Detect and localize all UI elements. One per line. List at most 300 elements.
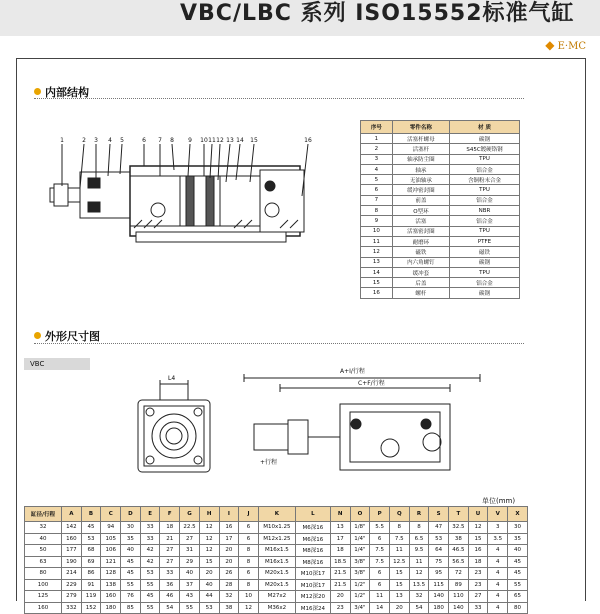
callout-12: 12: [216, 137, 224, 144]
dims-header-cell: U: [468, 507, 488, 522]
dims-cell: M20x1.5: [258, 568, 295, 580]
parts-cell: 碳钢: [450, 257, 520, 267]
parts-cell: 无油轴承: [392, 175, 449, 185]
dims-cell: 23: [468, 568, 488, 580]
section-divider: [34, 98, 524, 99]
brand-logo: [545, 38, 586, 52]
dims-cell: 40: [121, 545, 141, 557]
parts-table-body: [361, 134, 520, 299]
parts-cell: 16: [361, 288, 393, 298]
dims-header-cell: T: [449, 507, 469, 522]
dims-cell: 12: [199, 522, 219, 534]
dims-cell: 13: [389, 591, 409, 603]
dims-cell: 17: [330, 533, 350, 545]
parts-row: [361, 226, 520, 236]
parts-row: [361, 175, 520, 185]
parts-cell: TPU: [450, 185, 520, 195]
dims-cell: 4: [488, 545, 508, 557]
dims-cell: 33: [160, 568, 180, 580]
dims-row: [25, 522, 528, 534]
parts-cell: 后盖: [392, 278, 449, 288]
parts-cell: 铝合金: [450, 278, 520, 288]
dims-cell: 8: [239, 556, 259, 568]
dims-cell: 12.5: [389, 556, 409, 568]
dims-cell: 4: [488, 568, 508, 580]
dims-cell: 47: [429, 522, 449, 534]
dims-row: [25, 556, 528, 568]
parts-cell: 前盖: [392, 195, 449, 205]
parts-cell: 磁铁: [392, 247, 449, 257]
dims-cell: M16深24: [295, 602, 330, 614]
dims-header-cell: I: [219, 507, 239, 522]
parts-cell: 活塞杆螺母: [392, 134, 449, 144]
callout-14: 14: [236, 137, 244, 144]
dims-header-cell: K: [258, 507, 295, 522]
dims-cell: 29: [180, 556, 200, 568]
dims-cell: 20: [389, 602, 409, 614]
dims-cell: 45: [140, 591, 160, 603]
dims-header-cell: O: [350, 507, 370, 522]
dims-header-cell: P: [370, 507, 390, 522]
front-view-drawing: [130, 370, 220, 480]
dims-cell: 20: [330, 591, 350, 603]
section-external-dimensions: [34, 328, 100, 344]
dims-cell: 15: [468, 533, 488, 545]
header-bar: [0, 0, 600, 36]
callout-4: 4: [108, 137, 112, 144]
dims-cell: 22.5: [180, 522, 200, 534]
dims-cell: 180: [429, 602, 449, 614]
dims-cell: 3/8": [350, 568, 370, 580]
dims-cell: 105: [101, 533, 121, 545]
dims-cell: 214: [62, 568, 82, 580]
dims-cell: 26: [219, 568, 239, 580]
dims-cell: 76: [121, 591, 141, 603]
model-tag: VBC: [24, 358, 90, 370]
dims-cell: 4: [488, 591, 508, 603]
dims-cell: 33: [140, 533, 160, 545]
dims-cell: 6: [370, 568, 390, 580]
dims-cell: 152: [81, 602, 101, 614]
dims-cell: 40: [25, 533, 62, 545]
dims-cell: 23: [468, 579, 488, 591]
dims-cell: 13.5: [409, 579, 429, 591]
dims-cell: 3.5: [488, 533, 508, 545]
dims-cell: 38: [449, 533, 469, 545]
unit-label: 单位(mm): [482, 497, 516, 505]
dims-cell: 45: [81, 522, 101, 534]
dims-cell: 6: [370, 579, 390, 591]
dims-cell: 1/8": [350, 522, 370, 534]
dims-cell: 63: [25, 556, 62, 568]
dims-header-cell: F: [160, 507, 180, 522]
dims-cell: 50: [25, 545, 62, 557]
dims-cell: 30: [121, 522, 141, 534]
dims-cell: 68: [81, 545, 101, 557]
dims-cell: 8: [239, 579, 259, 591]
dims-header-cell: Q: [389, 507, 409, 522]
dims-cell: 7.5: [370, 545, 390, 557]
dims-cell: 18: [330, 545, 350, 557]
dims-cell: 65: [508, 591, 528, 603]
dims-cell: 115: [429, 579, 449, 591]
dims-cell: 55: [140, 602, 160, 614]
callout-9: 9: [188, 137, 192, 144]
dims-cell: 32.5: [449, 522, 469, 534]
dims-cell: M8深16: [295, 556, 330, 568]
dims-cell: 55: [121, 579, 141, 591]
dims-cell: 20: [219, 545, 239, 557]
dims-cell: 27: [180, 533, 200, 545]
parts-row: [361, 236, 520, 246]
callout-7: 7: [158, 137, 162, 144]
parts-cell: 轴承防尘圈: [392, 154, 449, 164]
dims-cell: 72: [449, 568, 469, 580]
parts-row: [361, 185, 520, 195]
parts-cell: 15: [361, 278, 393, 288]
dims-cell: 3: [488, 522, 508, 534]
dims-cell: 42: [140, 545, 160, 557]
dims-cell: 14: [370, 602, 390, 614]
parts-cell: O型环: [392, 206, 449, 216]
dims-cell: 16: [219, 522, 239, 534]
dims-cell: M8深16: [295, 545, 330, 557]
cross-section-drawing: [40, 136, 340, 256]
dims-cell: 45: [121, 556, 141, 568]
dims-cell: 160: [62, 533, 82, 545]
dims-cell: 27: [468, 591, 488, 603]
dims-header-cell: D: [121, 507, 141, 522]
dims-cell: 10: [239, 591, 259, 603]
dims-cell: 8: [409, 522, 429, 534]
section-title-external: 外形尺寸图: [45, 330, 100, 343]
dims-cell: M10x1.25: [258, 522, 295, 534]
parts-row: [361, 144, 520, 154]
dims-cell: 21.5: [330, 579, 350, 591]
dims-row: [25, 579, 528, 591]
dims-cell: 229: [62, 579, 82, 591]
dims-cell: 44: [199, 591, 219, 603]
dims-cell: 53: [199, 602, 219, 614]
dims-cell: 9.5: [409, 545, 429, 557]
dims-row: [25, 533, 528, 545]
dims-cell: 6.5: [409, 533, 429, 545]
parts-row: [361, 206, 520, 216]
dims-cell: 12: [199, 533, 219, 545]
dims-cell: 3/8": [350, 556, 370, 568]
dims-cell: 18.5: [330, 556, 350, 568]
parts-cell: 轴承: [392, 164, 449, 174]
dims-cell: 15: [389, 579, 409, 591]
dims-cell: 16: [468, 545, 488, 557]
dims-cell: 37: [180, 579, 200, 591]
dims-header-cell: X: [508, 507, 528, 522]
parts-cell: NBR: [450, 206, 520, 216]
dims-cell: 89: [449, 579, 469, 591]
dims-header-cell: H: [199, 507, 219, 522]
dims-cell: 100: [25, 579, 62, 591]
dims-cell: M10深17: [295, 579, 330, 591]
dims-cell: 53: [429, 533, 449, 545]
label-c-stroke: C+F/行程: [358, 380, 385, 387]
bullet-icon: [34, 332, 41, 339]
parts-row: [361, 288, 520, 298]
dims-cell: 13: [330, 522, 350, 534]
dims-cell: 6: [239, 522, 259, 534]
callout-16: 16: [304, 137, 312, 144]
dims-cell: 55: [508, 579, 528, 591]
parts-cell: 内六角螺钉: [392, 257, 449, 267]
parts-row: [361, 216, 520, 226]
label-a-stroke: A+I/行程: [340, 368, 365, 375]
parts-row: [361, 267, 520, 277]
parts-header: 材 质: [450, 121, 520, 134]
dims-cell: 6: [239, 533, 259, 545]
dims-header-cell: N: [330, 507, 350, 522]
dims-cell: 86: [81, 568, 101, 580]
dims-cell: 33: [140, 522, 160, 534]
dims-cell: 27: [160, 556, 180, 568]
callout-1: 1: [60, 137, 64, 144]
dims-cell: 11: [370, 591, 390, 603]
parts-cell: TPU: [450, 226, 520, 236]
dims-cell: 20: [199, 568, 219, 580]
parts-row: [361, 164, 520, 174]
dims-header-cell: C: [101, 507, 121, 522]
dims-cell: 45: [121, 568, 141, 580]
dims-cell: 18: [468, 556, 488, 568]
callout-15: 15: [250, 137, 258, 144]
dims-cell: 12: [199, 545, 219, 557]
page-title: VBC/LBC 系列 ISO15552标准气缸: [180, 1, 575, 26]
dims-cell: M36x2: [258, 602, 295, 614]
dims-cell: 53: [140, 568, 160, 580]
dims-cell: 4: [488, 579, 508, 591]
dims-row: [25, 545, 528, 557]
label-l4: L4: [168, 375, 176, 382]
dims-header-cell: R: [409, 507, 429, 522]
logo-mark-icon: ◆: [545, 38, 555, 52]
dims-cell: 119: [81, 591, 101, 603]
dims-cell: 40: [508, 545, 528, 557]
dims-cell: M6深16: [295, 522, 330, 534]
dims-cell: 56.5: [449, 556, 469, 568]
dims-cell: 91: [81, 579, 101, 591]
dims-cell: 160: [101, 591, 121, 603]
dims-cell: 95: [429, 568, 449, 580]
dims-cell: 35: [508, 533, 528, 545]
callout-13: 13: [226, 137, 234, 144]
dims-cell: 17: [219, 533, 239, 545]
parts-cell: 6: [361, 185, 393, 195]
dims-row: [25, 602, 528, 614]
dims-cell: 94: [101, 522, 121, 534]
parts-row: [361, 247, 520, 257]
dims-header-cell: E: [140, 507, 160, 522]
parts-cell: 3: [361, 154, 393, 164]
dims-cell: 45: [508, 556, 528, 568]
parts-cell: 5: [361, 175, 393, 185]
dims-cell: 20: [219, 556, 239, 568]
dims-header-cell: B: [81, 507, 101, 522]
dims-cell: 12: [239, 602, 259, 614]
dims-cell: 42: [140, 556, 160, 568]
callout-2: 2: [82, 137, 86, 144]
dims-cell: 23: [330, 602, 350, 614]
dims-cell: 30: [508, 522, 528, 534]
dims-cell: M16x1.5: [258, 556, 295, 568]
dims-header-cell: 缸径/行程: [25, 507, 62, 522]
parts-cell: TPU: [450, 267, 520, 277]
dims-cell: M16x1.5: [258, 545, 295, 557]
dims-cell: 28: [219, 579, 239, 591]
dims-cell: 11: [409, 556, 429, 568]
parts-cell: 缓冲套: [392, 267, 449, 277]
dims-cell: 125: [25, 591, 62, 603]
dims-cell: 332: [62, 602, 82, 614]
dims-cell: 106: [101, 545, 121, 557]
dims-cell: 43: [180, 591, 200, 603]
parts-cell: 10: [361, 226, 393, 236]
dims-header-cell: G: [180, 507, 200, 522]
parts-cell: PTFE: [450, 236, 520, 246]
parts-cell: 活塞: [392, 216, 449, 226]
parts-cell: 铝合金: [450, 164, 520, 174]
dims-cell: 35: [121, 533, 141, 545]
dims-cell: 64: [429, 545, 449, 557]
dims-cell: 7.5: [370, 556, 390, 568]
parts-row: [361, 278, 520, 288]
callout-8: 8: [170, 137, 174, 144]
parts-header: 零件名称: [392, 121, 449, 134]
parts-row: [361, 134, 520, 144]
callout-10: 10: [200, 137, 208, 144]
dims-cell: 45: [508, 568, 528, 580]
parts-cell: 耐磨环: [392, 236, 449, 246]
dims-cell: 6: [239, 568, 259, 580]
dims-cell: 1/4": [350, 545, 370, 557]
dims-cell: 40: [199, 579, 219, 591]
callout-3: 3: [94, 137, 98, 144]
callout-6: 6: [142, 137, 146, 144]
parts-cell: 碳钢: [450, 134, 520, 144]
dims-cell: 53: [81, 533, 101, 545]
dims-cell: 1/2": [350, 591, 370, 603]
dims-cell: 32: [219, 591, 239, 603]
logo-text: E·MC: [557, 41, 586, 52]
parts-cell: 8: [361, 206, 393, 216]
callout-5: 5: [120, 137, 124, 144]
parts-cell: 活塞密封圈: [392, 226, 449, 236]
dims-header-cell: L: [295, 507, 330, 522]
dims-cell: 21: [160, 533, 180, 545]
dims-cell: 177: [62, 545, 82, 557]
dims-cell: 160: [25, 602, 62, 614]
parts-cell: 12: [361, 247, 393, 257]
section-title-internal: 内部结构: [45, 86, 89, 99]
dims-cell: 110: [449, 591, 469, 603]
parts-cell: 螺杆: [392, 288, 449, 298]
dims-cell: 12: [409, 568, 429, 580]
dims-header-row: [25, 507, 528, 522]
dims-cell: 138: [101, 579, 121, 591]
dims-cell: 1/2": [350, 579, 370, 591]
dims-cell: 69: [81, 556, 101, 568]
dims-cell: 55: [180, 602, 200, 614]
dims-cell: M27x2: [258, 591, 295, 603]
parts-cell: 碳钢: [450, 288, 520, 298]
dims-cell: 279: [62, 591, 82, 603]
dimensions-table: [24, 506, 528, 614]
dims-cell: 15: [199, 556, 219, 568]
dims-cell: 7.5: [389, 533, 409, 545]
dims-cell: 3/4": [350, 602, 370, 614]
parts-cell: 铝合金: [450, 216, 520, 226]
dims-cell: 8: [389, 522, 409, 534]
parts-header: 序号: [361, 121, 393, 134]
parts-cell: 2: [361, 144, 393, 154]
dims-cell: 32: [409, 591, 429, 603]
parts-cell: TPU: [450, 154, 520, 164]
dims-cell: 140: [429, 591, 449, 603]
dims-cell: 190: [62, 556, 82, 568]
dims-cell: M20x1.5: [258, 579, 295, 591]
parts-cell: 13: [361, 257, 393, 267]
bullet-icon: [34, 88, 41, 95]
parts-cell: 14: [361, 267, 393, 277]
dims-cell: 21.5: [330, 568, 350, 580]
dims-cell: 15: [389, 568, 409, 580]
callout-11: 11: [208, 137, 216, 144]
dims-cell: 18: [160, 522, 180, 534]
dims-cell: 40: [180, 568, 200, 580]
parts-cell: 11: [361, 236, 393, 246]
dims-cell: 38: [219, 602, 239, 614]
dims-cell: M10深17: [295, 568, 330, 580]
dims-cell: 33: [468, 602, 488, 614]
dims-cell: 128: [101, 568, 121, 580]
dims-cell: 1/4": [350, 533, 370, 545]
section-divider: [34, 343, 524, 344]
dims-row: [25, 591, 528, 603]
parts-table: [360, 120, 520, 299]
dims-header-cell: S: [429, 507, 449, 522]
dims-cell: 54: [160, 602, 180, 614]
dims-cell: M12x1.25: [258, 533, 295, 545]
dims-cell: 8: [239, 545, 259, 557]
parts-cell: S45C镀硬铬钢: [450, 144, 520, 154]
dims-cell: 11: [389, 545, 409, 557]
dims-cell: 54: [409, 602, 429, 614]
dims-cell: M6深16: [295, 533, 330, 545]
dims-header-cell: A: [62, 507, 82, 522]
dims-header-cell: V: [488, 507, 508, 522]
dims-cell: M12深20: [295, 591, 330, 603]
label-stroke-small: +行程: [260, 459, 278, 466]
dims-cell: 46: [160, 591, 180, 603]
dims-cell: 85: [121, 602, 141, 614]
dims-cell: 4: [488, 602, 508, 614]
dims-header-cell: J: [239, 507, 259, 522]
dims-cell: 55: [140, 579, 160, 591]
dims-cell: 180: [101, 602, 121, 614]
dims-cell: 4: [488, 556, 508, 568]
dims-cell: 80: [508, 602, 528, 614]
dims-cell: 31: [180, 545, 200, 557]
dims-cell: 6: [370, 533, 390, 545]
dims-cell: 12: [468, 522, 488, 534]
parts-cell: 活塞杆: [392, 144, 449, 154]
